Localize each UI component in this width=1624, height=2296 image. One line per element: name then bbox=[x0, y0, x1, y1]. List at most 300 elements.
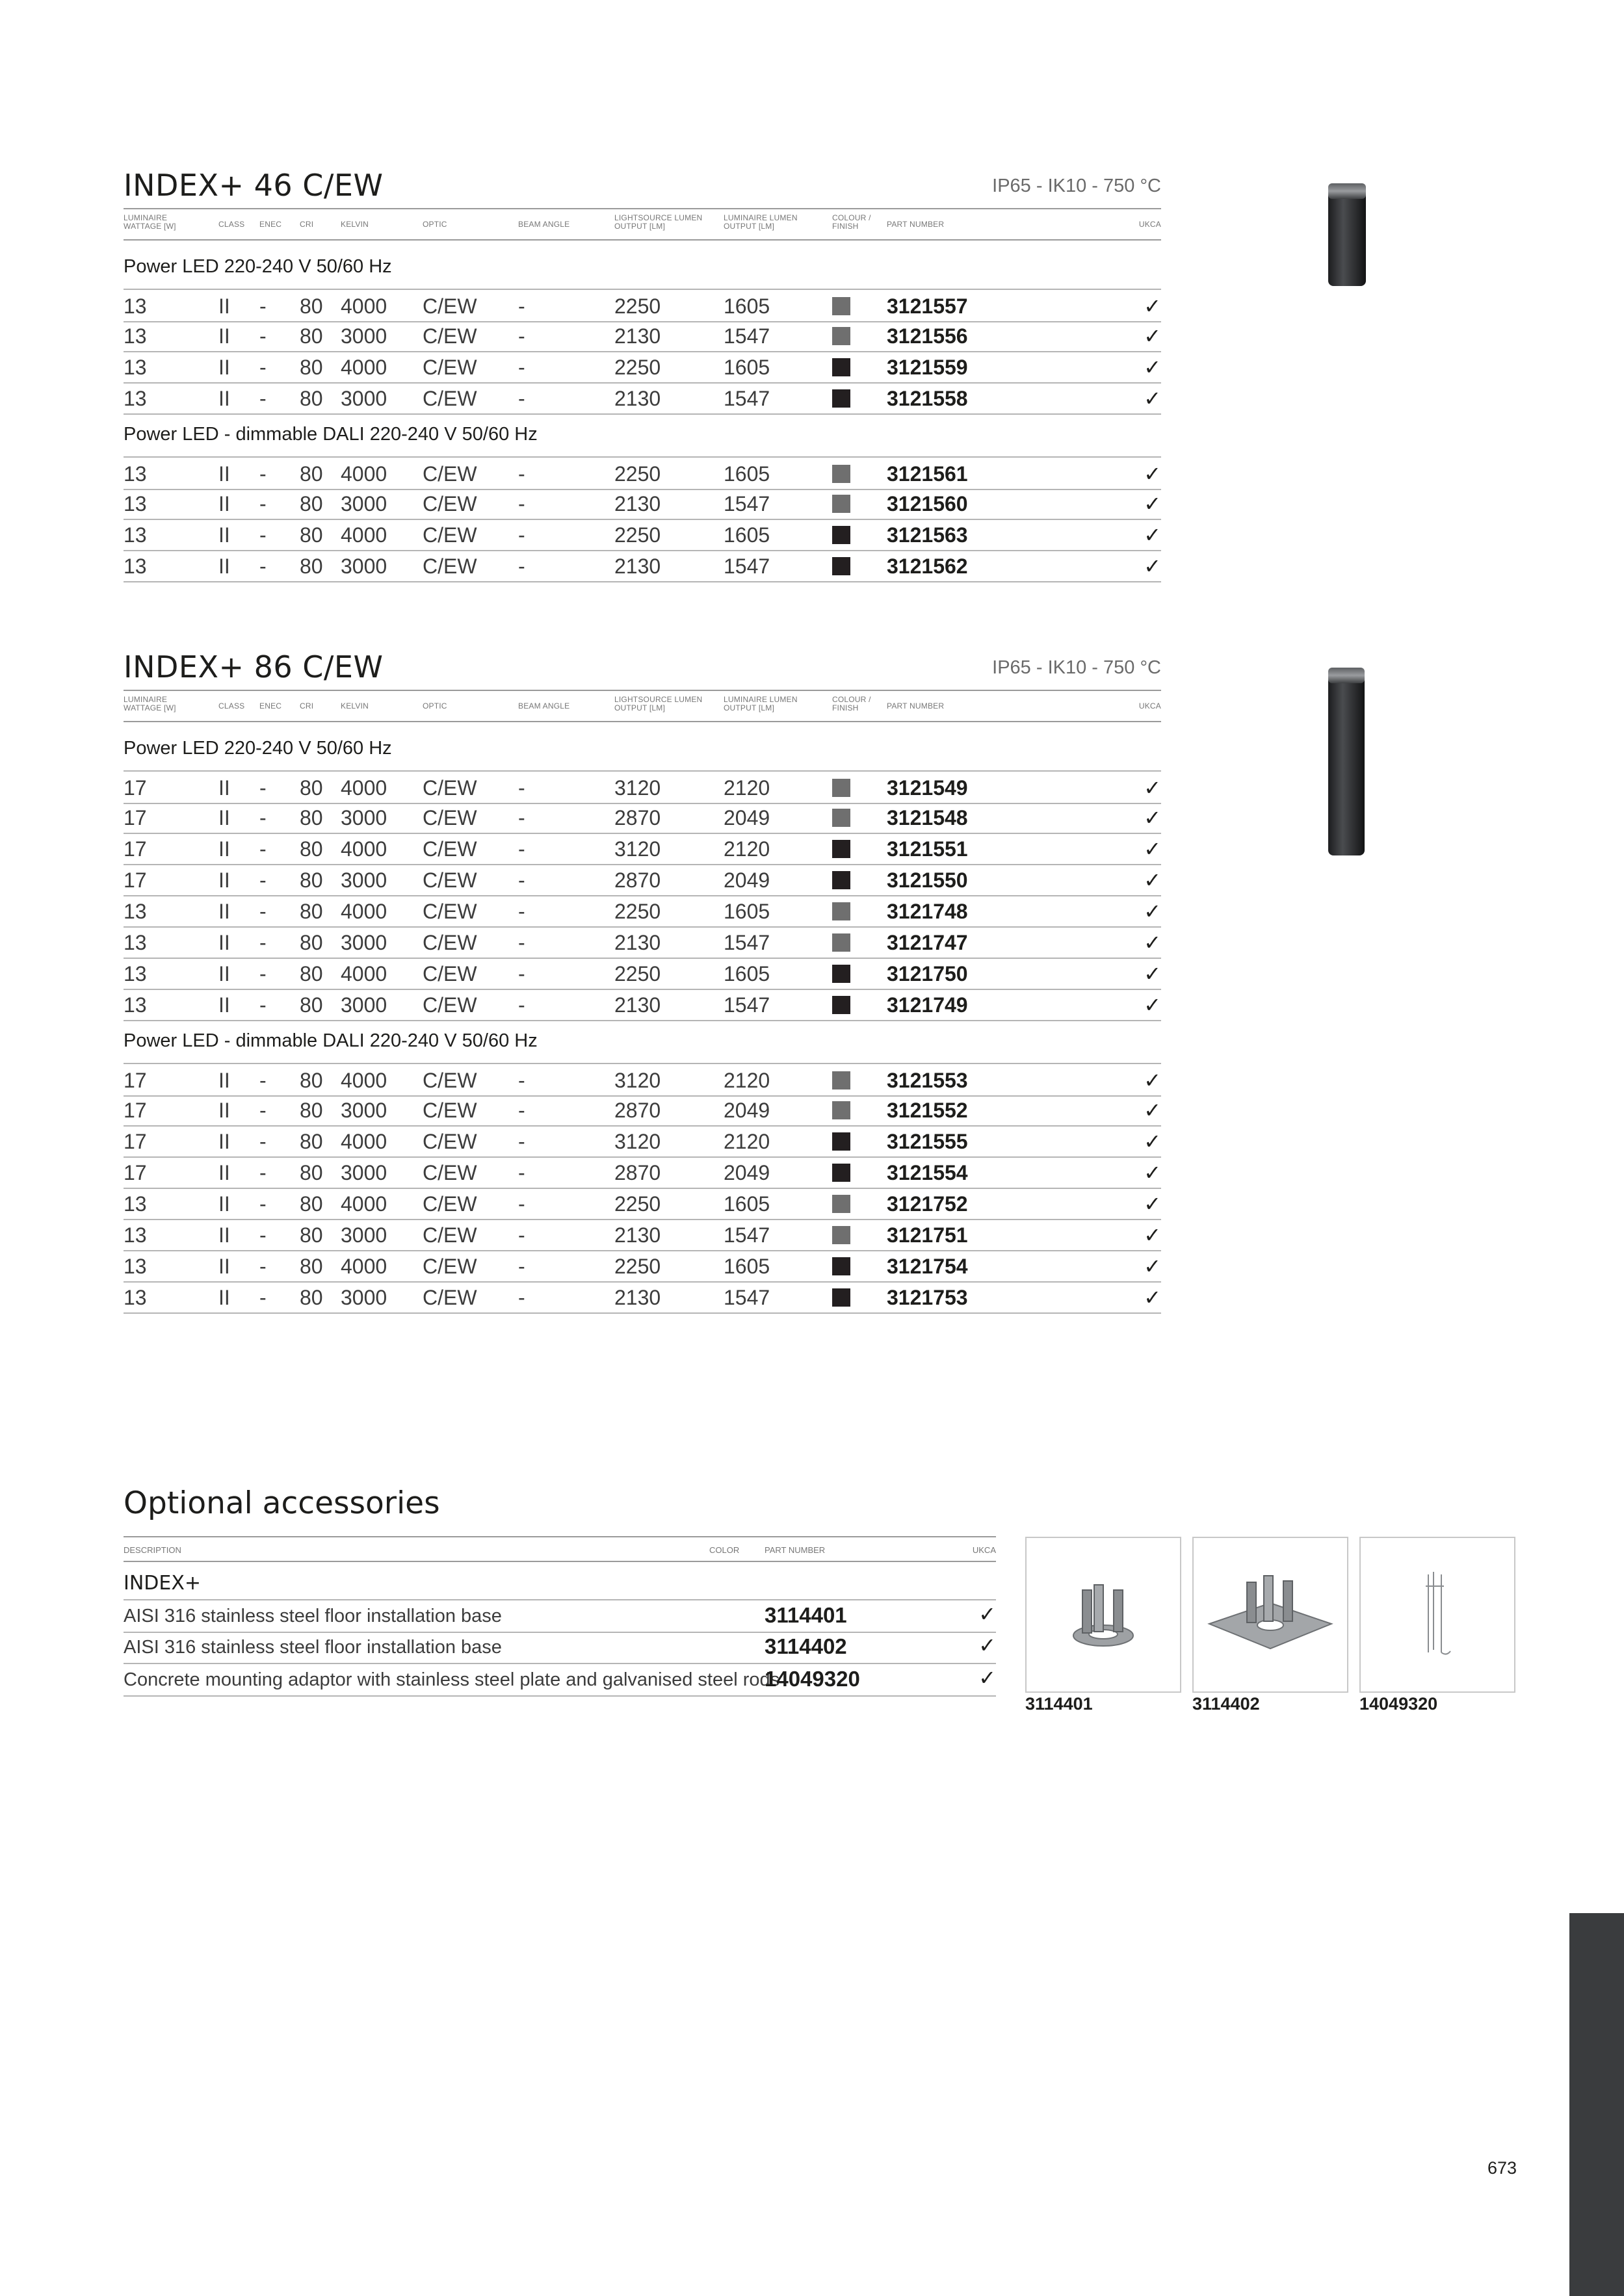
cell-kelvin: 4000 bbox=[341, 776, 387, 800]
cell-class: II bbox=[218, 1161, 230, 1184]
col-ls-lumen: LIGHTSOURCE LUMEN OUTPUT [LM] bbox=[614, 213, 703, 231]
finish-swatch bbox=[832, 1226, 850, 1244]
cell-wattage: 13 bbox=[124, 492, 147, 515]
mounting-rods-icon bbox=[1361, 1538, 1514, 1691]
cell-wattage: 13 bbox=[124, 993, 147, 1017]
cell-optic: C/EW bbox=[423, 324, 477, 348]
cell-class: II bbox=[218, 931, 230, 954]
cell-kelvin: 3000 bbox=[341, 868, 387, 892]
cell-class: II bbox=[218, 1286, 230, 1309]
cell-lum-lumen: 1605 bbox=[724, 900, 770, 923]
cell-optic: C/EW bbox=[423, 993, 477, 1017]
cell-ls-lumen: 3120 bbox=[614, 1130, 661, 1153]
cell-beam: - bbox=[518, 1069, 525, 1092]
cell-part-number: 3121561 bbox=[887, 462, 968, 486]
col-lum-lumen: LUMINAIRE LUMEN OUTPUT [LM] bbox=[724, 213, 798, 231]
col-cri: CRI bbox=[300, 701, 314, 711]
cell-beam: - bbox=[518, 1255, 525, 1278]
cell-class: II bbox=[218, 1255, 230, 1278]
cell-class: II bbox=[218, 324, 230, 348]
cell-class: II bbox=[218, 962, 230, 985]
table-row bbox=[124, 488, 1161, 520]
cell-cri: 80 bbox=[300, 900, 323, 923]
cell-optic: C/EW bbox=[423, 294, 477, 318]
accessory-row bbox=[124, 1664, 996, 1697]
cell-kelvin: 3000 bbox=[341, 492, 387, 515]
cell-class: II bbox=[218, 294, 230, 318]
cell-kelvin: 4000 bbox=[341, 523, 387, 547]
cell-part-number: 3121555 bbox=[887, 1130, 968, 1153]
cell-enec: - bbox=[259, 837, 267, 861]
cell-kelvin: 4000 bbox=[341, 1255, 387, 1278]
finish-swatch bbox=[832, 327, 850, 345]
cell-class: II bbox=[218, 806, 230, 829]
cell-cri: 80 bbox=[300, 1099, 323, 1122]
cell-class: II bbox=[218, 993, 230, 1017]
cell-cri: 80 bbox=[300, 554, 323, 578]
cell-part-number: 3121560 bbox=[887, 492, 968, 515]
accessory-description: Concrete mounting adaptor with stainless steel plate and galvanised steel rods bbox=[124, 1669, 780, 1690]
ukca-check-icon: ✓ bbox=[978, 1666, 996, 1689]
cell-cri: 80 bbox=[300, 837, 323, 861]
col-color: COLOR bbox=[709, 1545, 740, 1555]
finish-swatch bbox=[832, 1288, 850, 1307]
finish-swatch bbox=[832, 779, 850, 797]
ukca-check-icon: ✓ bbox=[1144, 492, 1161, 515]
table-row bbox=[124, 864, 1161, 896]
ukca-check-icon: ✓ bbox=[1144, 1130, 1161, 1153]
accessory-thumb bbox=[1192, 1537, 1348, 1693]
cell-part-number: 3121752 bbox=[887, 1192, 968, 1216]
cell-optic: C/EW bbox=[423, 1130, 477, 1153]
cell-part-number: 3121550 bbox=[887, 868, 968, 892]
cell-wattage: 13 bbox=[124, 462, 147, 486]
table-row bbox=[124, 802, 1161, 834]
cell-ls-lumen: 2130 bbox=[614, 324, 661, 348]
cell-lum-lumen: 1605 bbox=[724, 1192, 770, 1216]
table-row bbox=[124, 1063, 1161, 1097]
thumb-label: 14049320 bbox=[1359, 1694, 1438, 1714]
ukca-check-icon: ✓ bbox=[1144, 356, 1161, 379]
col-ukca: UKCA bbox=[972, 1545, 996, 1555]
cell-lum-lumen: 2049 bbox=[724, 806, 770, 829]
cell-ls-lumen: 2250 bbox=[614, 1255, 661, 1278]
cell-enec: - bbox=[259, 554, 267, 578]
finish-swatch bbox=[832, 840, 850, 858]
finish-swatch bbox=[832, 495, 850, 513]
group-label: Power LED 220-240 V 50/60 Hz bbox=[124, 738, 392, 759]
cell-cri: 80 bbox=[300, 1223, 323, 1247]
cell-class: II bbox=[218, 387, 230, 410]
product-title: INDEX+ 86 C/EW bbox=[124, 649, 384, 685]
cell-beam: - bbox=[518, 294, 525, 318]
finish-swatch bbox=[832, 389, 850, 408]
ukca-check-icon: ✓ bbox=[1144, 1161, 1161, 1184]
cell-wattage: 13 bbox=[124, 523, 147, 547]
cell-kelvin: 3000 bbox=[341, 931, 387, 954]
cell-cri: 80 bbox=[300, 1255, 323, 1278]
thumb-label: 3114402 bbox=[1192, 1694, 1260, 1714]
cell-lum-lumen: 1605 bbox=[724, 1255, 770, 1278]
ukca-check-icon: ✓ bbox=[1144, 1223, 1161, 1247]
accessory-row bbox=[124, 1599, 996, 1633]
col-colour: COLOUR / FINISH bbox=[832, 695, 871, 712]
ukca-check-icon: ✓ bbox=[1144, 294, 1161, 318]
cell-ls-lumen: 3120 bbox=[614, 776, 661, 800]
cell-optic: C/EW bbox=[423, 356, 477, 379]
table-row bbox=[124, 1094, 1161, 1127]
cell-ls-lumen: 2250 bbox=[614, 1192, 661, 1216]
cell-lum-lumen: 2120 bbox=[724, 1130, 770, 1153]
cell-wattage: 13 bbox=[124, 1192, 147, 1216]
cell-cri: 80 bbox=[300, 1130, 323, 1153]
accessory-description: AISI 316 stainless steel floor installation base bbox=[124, 1637, 502, 1658]
cell-class: II bbox=[218, 356, 230, 379]
cell-cri: 80 bbox=[300, 776, 323, 800]
cell-part-number: 3121553 bbox=[887, 1069, 968, 1092]
group-label: Power LED 220-240 V 50/60 Hz bbox=[124, 256, 392, 277]
table-row bbox=[124, 1250, 1161, 1283]
finish-swatch bbox=[832, 1195, 850, 1213]
cell-cri: 80 bbox=[300, 931, 323, 954]
cell-lum-lumen: 1547 bbox=[724, 554, 770, 578]
cell-optic: C/EW bbox=[423, 868, 477, 892]
cell-optic: C/EW bbox=[423, 1192, 477, 1216]
cell-ls-lumen: 2250 bbox=[614, 962, 661, 985]
cell-part-number: 3121559 bbox=[887, 356, 968, 379]
ukca-check-icon: ✓ bbox=[1144, 993, 1161, 1017]
finish-swatch bbox=[832, 1164, 850, 1182]
cell-beam: - bbox=[518, 868, 525, 892]
table-header bbox=[124, 208, 1161, 241]
cell-lum-lumen: 2120 bbox=[724, 776, 770, 800]
table-row bbox=[124, 289, 1161, 322]
finish-swatch bbox=[832, 996, 850, 1014]
cell-part-number: 3121753 bbox=[887, 1286, 968, 1309]
table-row bbox=[124, 1188, 1161, 1220]
table-row bbox=[124, 926, 1161, 959]
cell-wattage: 17 bbox=[124, 1069, 147, 1092]
cell-class: II bbox=[218, 1192, 230, 1216]
group-label: Power LED - dimmable DALI 220-240 V 50/60 Hz bbox=[124, 1030, 538, 1051]
cell-part-number: 3121562 bbox=[887, 554, 968, 578]
cell-optic: C/EW bbox=[423, 1099, 477, 1122]
cell-enec: - bbox=[259, 806, 267, 829]
cell-part-number: 3121747 bbox=[887, 931, 968, 954]
cell-kelvin: 3000 bbox=[341, 1223, 387, 1247]
cell-ls-lumen: 2130 bbox=[614, 1286, 661, 1309]
cell-cri: 80 bbox=[300, 387, 323, 410]
cell-wattage: 17 bbox=[124, 837, 147, 861]
cell-beam: - bbox=[518, 462, 525, 486]
cell-class: II bbox=[218, 837, 230, 861]
ukca-check-icon: ✓ bbox=[1144, 837, 1161, 861]
table-row bbox=[124, 770, 1161, 804]
cell-wattage: 17 bbox=[124, 1099, 147, 1122]
col-ls-lumen: LIGHTSOURCE LUMEN OUTPUT [LM] bbox=[614, 695, 703, 712]
cell-lum-lumen: 1605 bbox=[724, 462, 770, 486]
cell-kelvin: 3000 bbox=[341, 1286, 387, 1309]
col-beam: BEAM ANGLE bbox=[518, 220, 570, 229]
cell-wattage: 13 bbox=[124, 931, 147, 954]
table-row bbox=[124, 1156, 1161, 1189]
cell-cri: 80 bbox=[300, 324, 323, 348]
floor-plate-base-icon bbox=[1194, 1538, 1347, 1691]
cell-wattage: 13 bbox=[124, 1223, 147, 1247]
cell-ls-lumen: 2250 bbox=[614, 294, 661, 318]
accessories-group-label: INDEX+ bbox=[124, 1572, 202, 1595]
accessory-part-number: 3114401 bbox=[765, 1603, 847, 1627]
thumb-label: 3114401 bbox=[1025, 1694, 1093, 1714]
accessory-description: AISI 316 stainless steel floor installation base bbox=[124, 1606, 502, 1626]
cell-wattage: 17 bbox=[124, 776, 147, 800]
cell-beam: - bbox=[518, 900, 525, 923]
product-section-index-86 bbox=[124, 649, 1161, 1312]
cell-cri: 80 bbox=[300, 462, 323, 486]
cell-beam: - bbox=[518, 356, 525, 379]
finish-swatch bbox=[832, 965, 850, 983]
cell-ls-lumen: 2250 bbox=[614, 523, 661, 547]
col-enec: ENEC bbox=[259, 220, 282, 229]
cell-wattage: 17 bbox=[124, 1161, 147, 1184]
cell-enec: - bbox=[259, 1223, 267, 1247]
cell-wattage: 17 bbox=[124, 1130, 147, 1153]
cell-enec: - bbox=[259, 356, 267, 379]
cell-wattage: 13 bbox=[124, 554, 147, 578]
accessory-part-number: 14049320 bbox=[765, 1667, 860, 1691]
cell-kelvin: 3000 bbox=[341, 554, 387, 578]
cell-optic: C/EW bbox=[423, 462, 477, 486]
ukca-check-icon: ✓ bbox=[1144, 1099, 1161, 1122]
cell-ls-lumen: 2250 bbox=[614, 900, 661, 923]
table-row bbox=[124, 456, 1161, 490]
cell-ls-lumen: 2130 bbox=[614, 1223, 661, 1247]
cell-class: II bbox=[218, 776, 230, 800]
cell-enec: - bbox=[259, 523, 267, 547]
finish-swatch bbox=[832, 933, 850, 952]
finish-swatch bbox=[832, 902, 850, 920]
cell-part-number: 3121754 bbox=[887, 1255, 968, 1278]
cell-wattage: 13 bbox=[124, 324, 147, 348]
cell-beam: - bbox=[518, 837, 525, 861]
table-row bbox=[124, 1125, 1161, 1158]
cell-part-number: 3121750 bbox=[887, 962, 968, 985]
cell-lum-lumen: 1605 bbox=[724, 962, 770, 985]
cell-optic: C/EW bbox=[423, 962, 477, 985]
cell-class: II bbox=[218, 462, 230, 486]
cell-cri: 80 bbox=[300, 806, 323, 829]
ukca-check-icon: ✓ bbox=[1144, 806, 1161, 829]
col-description: DESCRIPTION bbox=[124, 1545, 181, 1555]
cell-kelvin: 3000 bbox=[341, 1161, 387, 1184]
cell-cri: 80 bbox=[300, 993, 323, 1017]
cell-optic: C/EW bbox=[423, 806, 477, 829]
cell-wattage: 17 bbox=[124, 806, 147, 829]
cell-part-number: 3121554 bbox=[887, 1161, 968, 1184]
cell-part-number: 3121549 bbox=[887, 776, 968, 800]
cell-optic: C/EW bbox=[423, 1161, 477, 1184]
cell-part-number: 3121551 bbox=[887, 837, 968, 861]
cell-beam: - bbox=[518, 962, 525, 985]
ukca-check-icon: ✓ bbox=[978, 1602, 996, 1626]
accessory-part-number: 3114402 bbox=[765, 1634, 847, 1658]
cell-kelvin: 4000 bbox=[341, 1192, 387, 1216]
col-ukca: UKCA bbox=[1138, 220, 1161, 229]
cell-ls-lumen: 2130 bbox=[614, 931, 661, 954]
cell-ls-lumen: 3120 bbox=[614, 1069, 661, 1092]
cell-ls-lumen: 2250 bbox=[614, 356, 661, 379]
cell-beam: - bbox=[518, 1130, 525, 1153]
cell-lum-lumen: 1547 bbox=[724, 1286, 770, 1309]
ukca-check-icon: ✓ bbox=[1144, 1192, 1161, 1216]
cell-enec: - bbox=[259, 324, 267, 348]
cell-optic: C/EW bbox=[423, 900, 477, 923]
cell-kelvin: 4000 bbox=[341, 1130, 387, 1153]
table-row bbox=[124, 958, 1161, 990]
cell-ls-lumen: 2870 bbox=[614, 806, 661, 829]
col-kelvin: KELVIN bbox=[341, 701, 369, 711]
cell-lum-lumen: 1547 bbox=[724, 387, 770, 410]
cell-optic: C/EW bbox=[423, 837, 477, 861]
finish-swatch bbox=[832, 1101, 850, 1119]
product-title: INDEX+ 46 C/EW bbox=[124, 168, 384, 203]
ukca-check-icon: ✓ bbox=[1144, 868, 1161, 892]
cell-wattage: 13 bbox=[124, 356, 147, 379]
cell-enec: - bbox=[259, 492, 267, 515]
finish-swatch bbox=[832, 297, 850, 315]
table-row bbox=[124, 1219, 1161, 1251]
cell-part-number: 3121552 bbox=[887, 1099, 968, 1122]
cell-part-number: 3121563 bbox=[887, 523, 968, 547]
table-row bbox=[124, 320, 1161, 352]
cell-class: II bbox=[218, 523, 230, 547]
cell-lum-lumen: 1605 bbox=[724, 294, 770, 318]
table-row bbox=[124, 382, 1161, 415]
cell-kelvin: 3000 bbox=[341, 993, 387, 1017]
cell-part-number: 3121557 bbox=[887, 294, 968, 318]
col-kelvin: KELVIN bbox=[341, 220, 369, 229]
ukca-check-icon: ✓ bbox=[1144, 324, 1161, 348]
cell-beam: - bbox=[518, 1223, 525, 1247]
col-class: CLASS bbox=[218, 701, 245, 711]
cell-lum-lumen: 2049 bbox=[724, 1161, 770, 1184]
cell-enec: - bbox=[259, 931, 267, 954]
ukca-check-icon: ✓ bbox=[1144, 1286, 1161, 1309]
rating-text: IP65 - IK10 - 750 °C bbox=[992, 176, 1161, 196]
cell-part-number: 3121749 bbox=[887, 993, 968, 1017]
cell-enec: - bbox=[259, 776, 267, 800]
ukca-check-icon: ✓ bbox=[1144, 523, 1161, 547]
cell-cri: 80 bbox=[300, 523, 323, 547]
cell-ls-lumen: 2250 bbox=[614, 462, 661, 486]
page-number: 673 bbox=[1487, 2158, 1517, 2178]
cell-enec: - bbox=[259, 1130, 267, 1153]
accessory-thumb bbox=[1359, 1537, 1515, 1693]
cell-beam: - bbox=[518, 324, 525, 348]
cell-enec: - bbox=[259, 868, 267, 892]
cell-cri: 80 bbox=[300, 868, 323, 892]
cell-beam: - bbox=[518, 776, 525, 800]
cell-part-number: 3121548 bbox=[887, 806, 968, 829]
cell-class: II bbox=[218, 492, 230, 515]
table-row bbox=[124, 1281, 1161, 1314]
cell-lum-lumen: 1547 bbox=[724, 492, 770, 515]
cell-kelvin: 4000 bbox=[341, 1069, 387, 1092]
cell-wattage: 13 bbox=[124, 1286, 147, 1309]
cell-optic: C/EW bbox=[423, 1286, 477, 1309]
col-lum-lumen: LUMINAIRE LUMEN OUTPUT [LM] bbox=[724, 695, 798, 712]
cell-part-number: 3121751 bbox=[887, 1223, 968, 1247]
cell-enec: - bbox=[259, 462, 267, 486]
cell-enec: - bbox=[259, 962, 267, 985]
cell-cri: 80 bbox=[300, 356, 323, 379]
cell-optic: C/EW bbox=[423, 523, 477, 547]
cell-kelvin: 4000 bbox=[341, 462, 387, 486]
cell-beam: - bbox=[518, 523, 525, 547]
cell-lum-lumen: 2120 bbox=[724, 837, 770, 861]
cell-ls-lumen: 2130 bbox=[614, 554, 661, 578]
cell-class: II bbox=[218, 554, 230, 578]
col-optic: OPTIC bbox=[423, 701, 447, 711]
cell-lum-lumen: 1547 bbox=[724, 993, 770, 1017]
cell-wattage: 17 bbox=[124, 868, 147, 892]
finish-swatch bbox=[832, 809, 850, 827]
floor-base-icon bbox=[1027, 1538, 1180, 1691]
table-row bbox=[124, 833, 1161, 865]
cell-beam: - bbox=[518, 492, 525, 515]
cell-ls-lumen: 2870 bbox=[614, 1099, 661, 1122]
cell-wattage: 13 bbox=[124, 1255, 147, 1278]
product-section-index-46 bbox=[124, 168, 1161, 578]
ukca-check-icon: ✓ bbox=[978, 1634, 996, 1657]
cell-lum-lumen: 1547 bbox=[724, 931, 770, 954]
accessory-row bbox=[124, 1632, 996, 1664]
table-row bbox=[124, 351, 1161, 384]
col-ukca: UKCA bbox=[1138, 701, 1161, 711]
cell-optic: C/EW bbox=[423, 492, 477, 515]
ukca-check-icon: ✓ bbox=[1144, 962, 1161, 985]
cell-beam: - bbox=[518, 554, 525, 578]
cell-enec: - bbox=[259, 1192, 267, 1216]
cell-kelvin: 3000 bbox=[341, 806, 387, 829]
cell-lum-lumen: 1547 bbox=[724, 1223, 770, 1247]
ukca-check-icon: ✓ bbox=[1144, 1069, 1161, 1092]
cell-kelvin: 3000 bbox=[341, 1099, 387, 1122]
cell-lum-lumen: 1547 bbox=[724, 324, 770, 348]
cell-lum-lumen: 1605 bbox=[724, 523, 770, 547]
finish-swatch bbox=[832, 1132, 850, 1151]
col-cri: CRI bbox=[300, 220, 314, 229]
cell-lum-lumen: 1605 bbox=[724, 356, 770, 379]
col-class: CLASS bbox=[218, 220, 245, 229]
cell-ls-lumen: 2130 bbox=[614, 993, 661, 1017]
ukca-check-icon: ✓ bbox=[1144, 462, 1161, 486]
cell-beam: - bbox=[518, 1099, 525, 1122]
table-row bbox=[124, 550, 1161, 582]
col-wattage: LUMINAIRE WATTAGE [W] bbox=[124, 213, 176, 231]
cell-part-number: 3121748 bbox=[887, 900, 968, 923]
cell-class: II bbox=[218, 868, 230, 892]
cell-beam: - bbox=[518, 993, 525, 1017]
rating-text: IP65 - IK10 - 750 °C bbox=[992, 657, 1161, 678]
cell-part-number: 3121558 bbox=[887, 387, 968, 410]
col-colour: COLOUR / FINISH bbox=[832, 213, 871, 231]
cell-wattage: 13 bbox=[124, 962, 147, 985]
col-optic: OPTIC bbox=[423, 220, 447, 229]
ukca-check-icon: ✓ bbox=[1144, 900, 1161, 923]
cell-enec: - bbox=[259, 294, 267, 318]
cell-kelvin: 3000 bbox=[341, 387, 387, 410]
